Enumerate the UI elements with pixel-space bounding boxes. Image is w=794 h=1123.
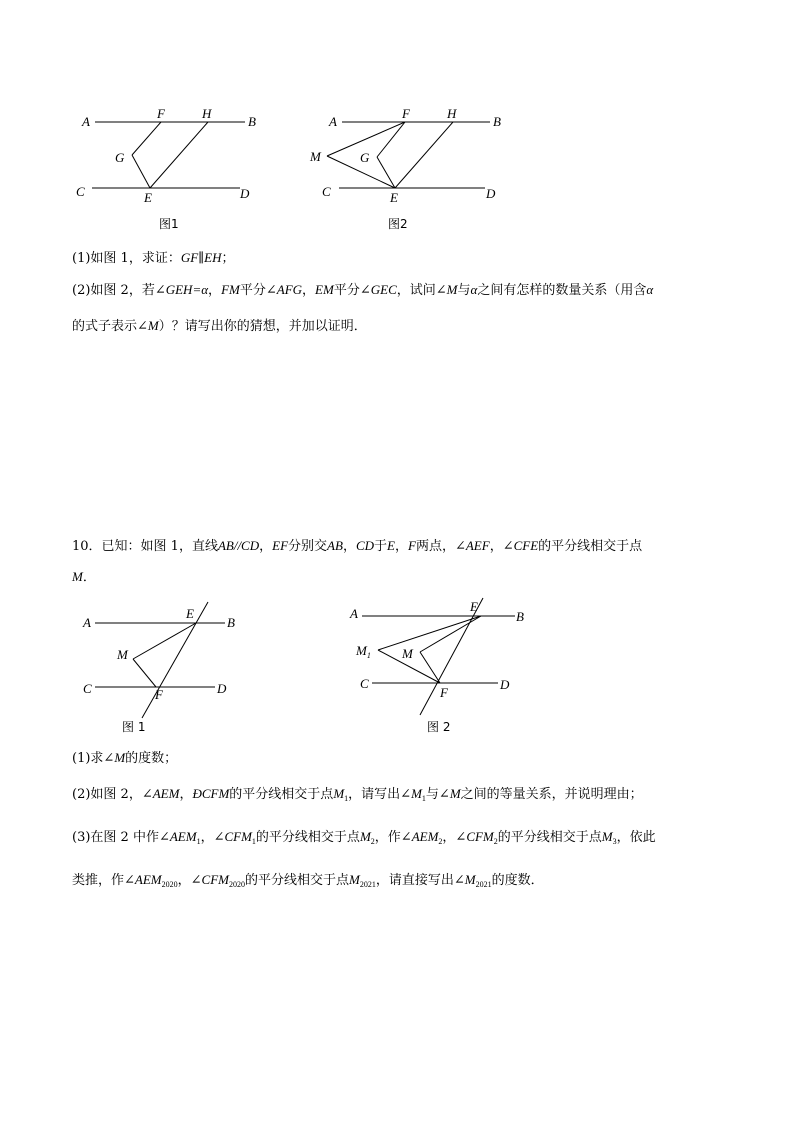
segment-ge [132, 155, 150, 188]
text: ， [259, 539, 273, 554]
label-b: B [248, 114, 256, 129]
label-f: F [402, 106, 410, 121]
text: 之间有怎样的数量关系（用含 [477, 283, 647, 298]
segment-em [133, 623, 196, 659]
math: ∠M [438, 786, 461, 801]
text: 平分 [333, 283, 360, 298]
math: ∠GEH=α [154, 282, 209, 297]
text: (2)如图 2，若 [72, 283, 155, 298]
label-m: M [117, 647, 128, 662]
label-f: F [155, 687, 163, 702]
label-c: C [360, 676, 369, 691]
label-b: B [493, 114, 501, 129]
math: CD [355, 538, 375, 553]
text: 类推，作 [72, 873, 125, 888]
text: 与 [457, 283, 471, 298]
label-h: H [447, 106, 457, 121]
text: 两点， [415, 539, 455, 554]
math: ∠GEC [359, 282, 397, 297]
math: M [72, 569, 83, 584]
text: (1)如图 1，求证： [72, 251, 181, 266]
text: ， [200, 830, 214, 845]
math: ∠CFM [213, 829, 252, 844]
figure-caption: 图 1 [122, 720, 146, 734]
label-c: C [322, 184, 331, 199]
figure-caption: 图 2 [427, 720, 451, 734]
text: ， [342, 539, 356, 554]
math: ∠CFE [502, 538, 539, 553]
math: ∠AEM [158, 829, 197, 844]
math: M [349, 872, 360, 887]
subscript: 1 [421, 794, 426, 803]
math: ∠M [453, 872, 476, 887]
segment-em1 [378, 616, 481, 650]
label-c: C [76, 184, 85, 199]
subscript: 1 [196, 837, 201, 846]
math: ∠M [400, 786, 422, 801]
label-a: A [329, 114, 337, 129]
text: ）？请写出你的猜想，并加以证明． [158, 319, 367, 334]
label-e: E [144, 190, 152, 205]
label-b: B [227, 615, 235, 630]
transversal-ef [142, 602, 208, 718]
q10-part2 [72, 786, 643, 807]
q10-intro [72, 538, 642, 555]
text: 与 [425, 787, 439, 802]
math: ∠AEM [124, 872, 162, 887]
text: 的度数； [125, 751, 178, 766]
q10-part3 [72, 829, 656, 850]
math: α [646, 282, 654, 297]
figure-caption: 图1 [159, 217, 179, 231]
subscript: 2020 [161, 880, 178, 889]
figure-1 [70, 100, 270, 235]
figure-caption: 图2 [388, 217, 408, 231]
math: M [333, 786, 345, 801]
text: ，请写出 [348, 787, 401, 802]
subscript: 3 [612, 837, 617, 846]
label-d: D [217, 681, 227, 696]
segment-eh [150, 122, 208, 188]
subscript: 2021 [359, 880, 376, 889]
label-c: C [83, 681, 92, 696]
label-a: A [82, 114, 90, 129]
math: ∠M [435, 282, 458, 297]
q10-part3-line2 [72, 872, 544, 893]
text: 的平分线相交于点 [229, 787, 334, 802]
label-f: F [440, 685, 448, 700]
label-d: D [500, 677, 510, 692]
segment-fg [132, 122, 161, 155]
label-a: A [350, 606, 358, 621]
text: (2)如图 2， [72, 787, 142, 802]
segment-fg [377, 122, 405, 157]
math: FM [221, 282, 240, 297]
math: ∠M [103, 750, 126, 765]
math: EF [272, 538, 289, 553]
math: AB//CD [217, 538, 260, 553]
text: ，试问 [396, 283, 436, 298]
text: ， [208, 283, 222, 298]
q9-part1 [72, 250, 235, 267]
math: GF∥EH [180, 250, 222, 265]
figure-3 [70, 596, 270, 740]
label-e: E [186, 606, 194, 621]
q9-part2-line2 [72, 318, 367, 335]
text: 的平分线相交于点 [497, 830, 602, 845]
subscript: 1 [251, 837, 256, 846]
math: ∠AFG [265, 282, 303, 297]
text: 的平分线相交于点 [244, 873, 349, 888]
math: ÐCFM [192, 786, 230, 801]
math: ∠AEM [141, 786, 180, 801]
text: ， [394, 539, 408, 554]
text: ， [442, 830, 456, 845]
label-a: A [83, 615, 91, 630]
segment-eh [395, 122, 453, 188]
subscript: 1 [344, 794, 349, 803]
text: 之间的等量关系，并说明理由； [460, 787, 643, 802]
label-d: D [240, 186, 250, 201]
subscript: 2021 [475, 880, 492, 889]
text: (3)在图 2 中作 [72, 830, 159, 845]
math: ∠CFM [455, 829, 494, 844]
label-m: M [310, 149, 321, 164]
label-g: G [360, 150, 370, 165]
label-h: H [202, 106, 212, 121]
math: EM [315, 282, 334, 297]
label-g: G [115, 150, 125, 165]
text: 的式子表示 [72, 319, 138, 334]
math: M [359, 829, 371, 844]
text: ， [177, 873, 191, 888]
label-f: F [157, 106, 165, 121]
text: 于 [374, 539, 388, 554]
subscript: 2 [438, 837, 443, 846]
math: M [601, 829, 613, 844]
math: ∠CFM [190, 872, 229, 887]
segment-em [420, 616, 481, 652]
segment-mf [420, 652, 440, 683]
segment-mf [133, 659, 156, 687]
math: F [408, 538, 416, 553]
math: ∠M [137, 318, 159, 333]
text: (1)求 [72, 751, 104, 766]
math: E [387, 538, 395, 553]
text: ， [179, 787, 193, 802]
text: 平分 [239, 283, 266, 298]
text: ； [221, 251, 235, 266]
text: 的度数． [491, 873, 544, 888]
text: 的平分线相交于点 [255, 830, 360, 845]
math: ∠AEF [454, 538, 490, 553]
figure-2 [305, 100, 515, 235]
text: ， [302, 283, 316, 298]
text: ，作 [374, 830, 401, 845]
math: AB [327, 538, 343, 553]
text: ， [489, 539, 503, 554]
label-e: E [390, 190, 398, 205]
q10-part1 [72, 750, 177, 767]
label-d: D [486, 186, 496, 201]
math: α [470, 282, 478, 297]
text: ，依此 [616, 830, 656, 845]
subscript: 2020 [228, 880, 245, 889]
label-m: M [402, 646, 413, 661]
text: 分别交 [288, 539, 328, 554]
text: 的平分线相交于点 [538, 539, 643, 554]
figure-4 [340, 596, 540, 740]
subscript: 2 [370, 837, 375, 846]
q9-part2 [72, 282, 653, 299]
label-m1: $M_1$ [356, 643, 371, 660]
label-b: B [516, 609, 524, 624]
math: ∠AEM [400, 829, 439, 844]
text: 10．已知：如图 1，直线 [72, 539, 218, 554]
text: ． [82, 570, 96, 585]
label-e: E [470, 599, 478, 614]
text: ，请直接写出 [375, 873, 454, 888]
subscript: 2 [493, 837, 498, 846]
q10-intro-line2 [72, 569, 96, 586]
